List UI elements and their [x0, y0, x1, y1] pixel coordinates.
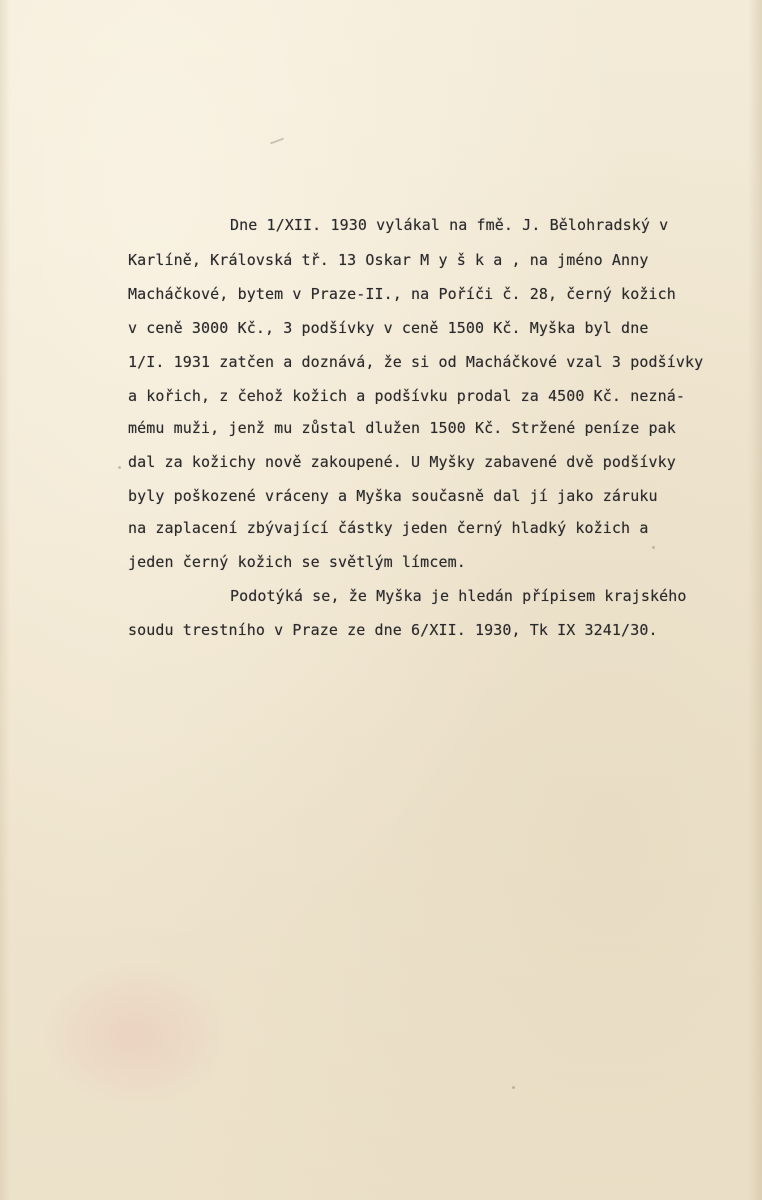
- text-line: Podotýká se, že Myška je hledán přípisem krajského: [230, 587, 687, 605]
- text-line: soudu trestního v Praze ze dne 6/XII. 1930, Tk IX 3241/30.: [128, 621, 658, 639]
- text-line: na zaplacení zbývající částky jeden černý hladký kožich a: [128, 519, 649, 537]
- text-line: 1/I. 1931 zatčen a doznává, že si od Macháčkové vzal 3 podšívky: [128, 353, 704, 371]
- text-line: Macháčkové, bytem v Praze-II., na Poříči č. 28, černý kožich: [128, 285, 676, 303]
- text-line: dal za kožichy nově zakoupené. U Myšky zabavené dvě podšívky: [128, 453, 676, 471]
- text-line: jeden černý kožich se světlým límcem.: [128, 553, 466, 571]
- text-line: v ceně 3000 Kč., 3 podšívky v ceně 1500 Kč. Myška byl dne: [128, 319, 649, 337]
- text-line: byly poškozené vráceny a Myška současně dal jí jako záruku: [128, 487, 658, 505]
- text-line: a kořich, z čehož kožich a podšívku prodal za 4500 Kč. nezná-: [128, 387, 685, 405]
- text-line: Karlíně, Královská tř. 13 Oskar M y š k a , na jméno Anny: [128, 251, 649, 269]
- text-line: mému muži, jenž mu zůstal dlužen 1500 Kč. Stržené peníze pak: [128, 419, 676, 437]
- text-line: Dne 1/XII. 1930 vylákal na fmě. J. Bělohradský v: [230, 216, 669, 234]
